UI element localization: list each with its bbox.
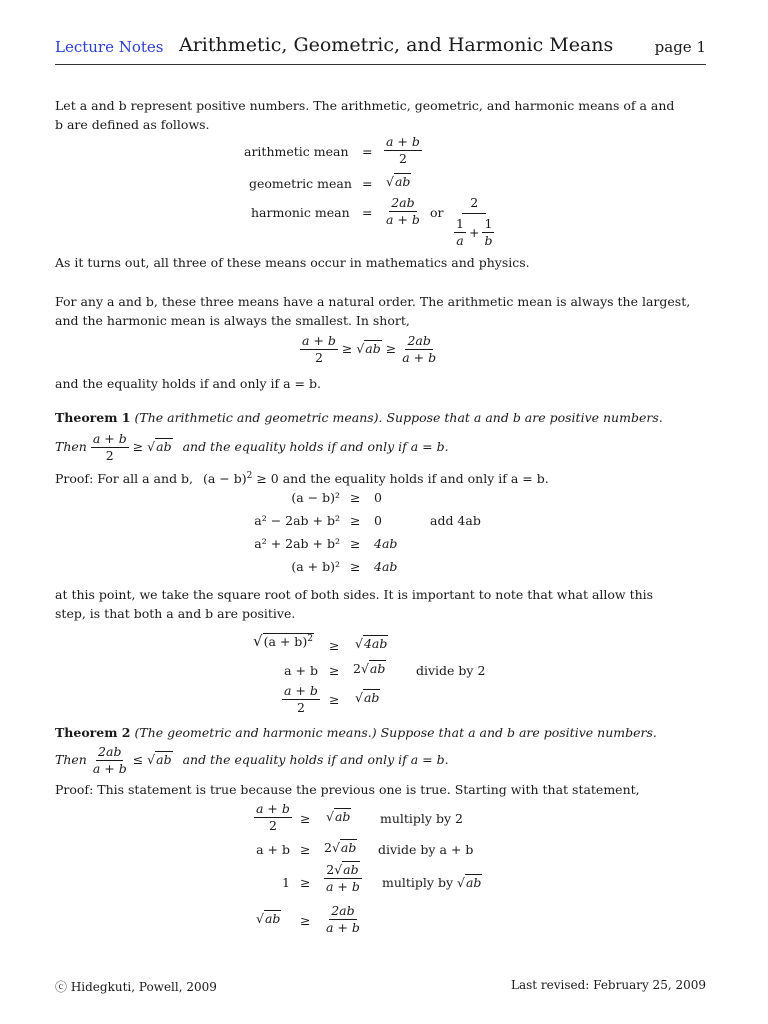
proof-2-r4-den: a + b <box>326 920 360 935</box>
def-arithmetic-label: arithmetic mean <box>244 144 349 159</box>
proof-1-sq-rhs-expr: 4ab <box>363 636 388 651</box>
intro-line-2: b are defined as follows. <box>55 117 210 132</box>
proof-1-intro: Proof: For all a and b, $(a - b)^2 \ge 0$ and the equality holds if and only if a = b. <box>55 471 549 487</box>
order-rad: ab <box>365 341 381 356</box>
proof-1-row-1-rel: ≥ <box>350 513 361 528</box>
proof-1-row-2-rel: ≥ <box>350 536 361 551</box>
order-num1: a + b <box>302 333 336 348</box>
order-equality: and the equality holds if and only if a = b. <box>55 376 321 391</box>
theorem-2-then: Then <box>55 752 87 767</box>
proof-1-step2-rad: ab <box>369 661 386 676</box>
proof-1-step3-rhs: √ab <box>355 690 380 705</box>
proof-2-r1-rad: ab <box>334 809 351 824</box>
proof-1-step2-note: divide by 2 <box>416 663 486 678</box>
proof-2-r1-note: multiply by 2 <box>380 811 463 826</box>
proof-2-r1-num: a + b <box>256 801 290 816</box>
para-occur: As it turns out, all three of these means occur in mathematics and physics. <box>55 255 530 270</box>
proof-2-r3-ge: ≥ <box>300 875 311 890</box>
proof-1-row-1-lhs: a² − 2ab + b² <box>254 513 340 528</box>
def-harmonic-or: or <box>430 205 444 220</box>
theorem-1-head: Theorem 1 <box>55 410 131 425</box>
proof-1-step3-ge: ≥ <box>329 692 340 707</box>
footer-last-revised: Last revised: February 25, 2009 <box>510 978 706 992</box>
arith-den: 2 <box>398 151 407 166</box>
harm2-a: a <box>456 233 464 248</box>
theorem-2-tail: and the equality holds if and only if a = b. <box>182 752 449 767</box>
theorem-2-rad: ab <box>156 752 172 767</box>
proof-2-r2-lhs: a + b <box>256 842 290 857</box>
theorem-2-num: 2ab <box>98 744 122 759</box>
proof-2-r4-lhs: √ab <box>256 911 281 926</box>
intro-paragraph <box>55 96 715 134</box>
proof-1-sqrt-ge: ≥ <box>329 638 340 653</box>
proof-2-r1-den: 2 <box>268 818 277 833</box>
proof-2-r2-rhs: 2√ab <box>324 840 357 855</box>
page-number: page 1 <box>654 38 706 56</box>
order-num2: 2ab <box>407 333 431 348</box>
theorem-1-num: a + b <box>92 431 127 446</box>
proof-2-r2-ge: ≥ <box>300 842 311 857</box>
proof-2-r3-note-rad: ab <box>465 875 482 890</box>
proof-2-r1-ge: ≥ <box>300 811 311 826</box>
proof-1-row-1-rhs: 0 <box>374 513 382 528</box>
proof-2-r3-note-text: multiply by <box>382 875 454 890</box>
harm2-plus: + <box>468 224 480 240</box>
proof-2-r1-frac <box>254 801 292 834</box>
def-harmonic-fraction <box>384 195 422 228</box>
harm2-one-a: 1 <box>456 216 464 231</box>
proof-1-intro-expr: (a − b) <box>203 471 247 487</box>
theorem-1-then: Then <box>55 439 87 454</box>
proof-1-row-0-rhs: 0 <box>374 490 382 505</box>
def-harmonic-fraction-2 <box>452 195 496 249</box>
theorem-2-den: a + b <box>92 761 127 776</box>
theorem-1-tail: and the equality holds if and only if a = b. <box>182 439 449 454</box>
order-den1: 2 <box>314 350 323 365</box>
proof-1-row-2-rhs: 4ab <box>374 536 398 551</box>
order-ge-2: ≥ <box>385 341 397 356</box>
proof-2-r2-rad: ab <box>340 840 357 855</box>
def-geometric-sqrt: √ab <box>386 174 411 189</box>
theorem-2-le: ≤ <box>132 752 144 767</box>
proof-1-row-2-lhs: a² + 2ab + b² <box>254 536 340 551</box>
def-arithmetic-fraction <box>384 134 422 167</box>
proof-1-mid-line-2: step, is that both a and b are positive. <box>55 606 296 621</box>
proof-1-row-0-rel: ≥ <box>350 490 361 505</box>
arith-num: a + b <box>386 134 420 149</box>
proof-1-mid-line-1: at this point, we take the square root of both sides. It is important to note that what allow this <box>55 587 654 602</box>
header-lecture-notes: Lecture Notes <box>55 38 164 56</box>
order-line-1: For any a and b, these three means have a natural order. The arithmetic mean is always the largest, <box>55 294 691 309</box>
order-den2: a + b <box>402 350 437 365</box>
proof-1-step2-lhs: a + b <box>284 663 318 678</box>
proof-2-r3-num-coef: 2 <box>326 862 335 877</box>
proof-2-r2-note: divide by a + b <box>378 842 474 857</box>
proof-2-r3-den: a + b <box>326 879 360 894</box>
theorem-2: Theorem 2 (The geometric and harmonic means.) Suppose that a and b are positive numbers. Then $\frac{2ab}{a + b}$ ≤ √ab and the equality holds if and only if a = b. <box>55 725 657 776</box>
para-order <box>55 292 715 330</box>
proof-2-r4-frac <box>324 903 362 936</box>
def-arithmetic-eq: = <box>362 144 373 159</box>
harm2-num: 2 <box>462 195 486 214</box>
proof-1-row-0-lhs: (a − b)² <box>291 490 340 505</box>
harm-den: a + b <box>386 212 420 227</box>
page-header <box>55 34 706 65</box>
proof-1-sqrt-lhs: $√(a + b)^2$ <box>253 632 313 650</box>
theorem-2-head: Theorem 2 <box>55 725 131 740</box>
def-geometric-label: geometric mean <box>249 176 352 191</box>
footer-copyright: ⓒ Hidegkuti, Powell, 2009 <box>55 980 217 994</box>
proof-1-row-3-lhs: (a + b)² <box>291 559 340 574</box>
def-geometric-eq: = <box>362 176 373 191</box>
proof-1-sq-lhs-expr: (a + b) <box>263 634 308 649</box>
proof-1-step3-num: a + b <box>284 683 318 698</box>
proof-2-r2-coef: 2 <box>324 840 332 855</box>
theorem-1-rad: ab <box>156 439 172 454</box>
proof-1-step3-frac <box>282 683 320 716</box>
proof-1-step3-rad: ab <box>363 690 380 705</box>
proof-2-r4-ge: ≥ <box>300 913 311 928</box>
theorem-1-statement: (The arithmetic and geometric means). Suppose that a and b are positive numbers. <box>134 410 663 425</box>
proof-1-row-3-rel: ≥ <box>350 559 361 574</box>
theorem-1-den: 2 <box>105 448 114 463</box>
proof-1-step2-rhs: 2√ab <box>353 661 386 676</box>
proof-2-r3-note: multiply by √ab <box>382 875 482 890</box>
theorem-2-statement: (The geometric and harmonic means.) Suppose that a and b are positive numbers. <box>134 725 657 740</box>
geo-rad: ab <box>394 174 411 189</box>
harm-num: 2ab <box>391 195 415 210</box>
proof-1-step2-ge: ≥ <box>329 663 340 678</box>
proof-1-step3-den: 2 <box>296 700 305 715</box>
theorem-1-ge: ≥ <box>132 439 144 454</box>
proof-1-row-3-rhs: 4ab <box>374 559 398 574</box>
proof-1-sqrt-rhs: √4ab <box>355 636 388 651</box>
def-harmonic-eq: = <box>362 205 373 220</box>
proof-2-r4-num: 2ab <box>331 903 355 918</box>
proof-1-step2-coef: 2 <box>353 661 361 676</box>
proof-1-row-1-note: add 4ab <box>430 513 481 528</box>
proof-1-intro-a: Proof: For all a and b, <box>55 471 194 487</box>
def-harmonic-label: harmonic mean <box>251 205 350 220</box>
proof-2-r3-frac: $\frac{2√ab}{a + b}$ <box>326 862 360 894</box>
intro-line-1: Let a and b represent positive numbers. The arithmetic, geometric, and harmonic means of a and <box>55 98 675 113</box>
harm2-b: b <box>484 233 493 248</box>
order-ge-1: ≥ <box>341 341 353 356</box>
harm2-one-b: 1 <box>484 216 493 231</box>
page-title: Arithmetic, Geometric, and Harmonic Means <box>179 34 614 56</box>
proof-2-r3-num-rad: ab <box>343 862 359 877</box>
proof-2-r1-rhs: √ab <box>326 809 351 824</box>
proof-2-r3-lhs: 1 <box>282 875 290 890</box>
proof-2-intro: Proof: This statement is true because the previous one is true. Starting with that statement, <box>55 782 640 797</box>
order-line-2: and the harmonic mean is always the smallest. In short, <box>55 313 410 328</box>
theorem-1: Theorem 1 (The arithmetic and geometric means). Suppose that a and b are positive numbers. Then $\frac{a + b}{2}$ ≥ √ab and the equality holds if and only if a = b. <box>55 410 663 463</box>
proof-1-middle <box>55 585 715 623</box>
proof-2-r4-rad: ab <box>264 911 281 926</box>
order-inequality: $\frac{a + b}{2}$ ≥ √ab ≥ $\frac{2ab}{a + b}$ <box>302 333 437 365</box>
proof-1-intro-b: ≥ 0 and the equality holds if and only if a = b. <box>256 471 549 487</box>
